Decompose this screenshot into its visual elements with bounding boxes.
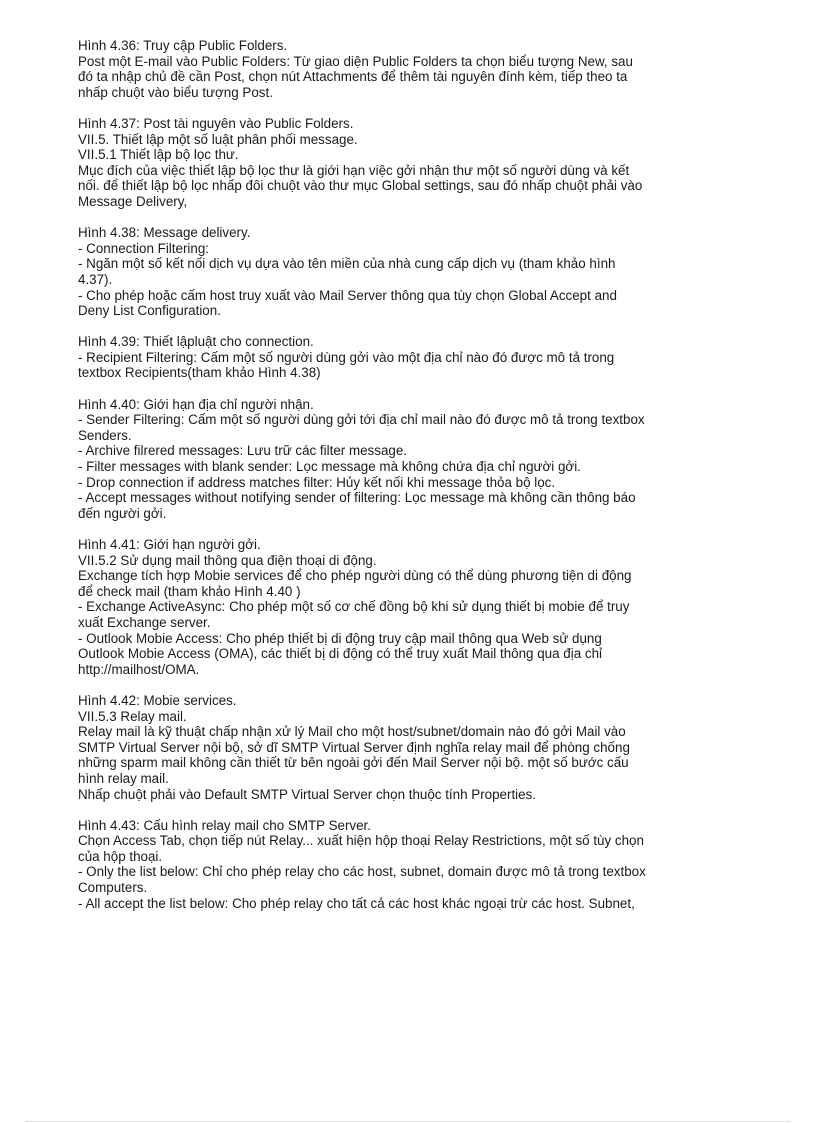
text-line: Senders. [78, 427, 132, 443]
text-line: SMTP Virtual Server nội bộ, sở dĩ SMTP Virtual Server định nghĩa relay mail để phòng chống [78, 739, 630, 755]
text-line: Deny List Configuration. [78, 303, 221, 319]
document-paragraph [78, 38, 784, 100]
text-line: Exchange tích hợp Mobie services để cho phép người dùng có thể dùng phương tiện di động [78, 568, 632, 584]
document-paragraph [78, 397, 784, 522]
document-paragraph [78, 818, 784, 912]
text-line: Nhấp chuột phải vào Default SMTP Virtual Server chọn thuộc tính Properties. [78, 786, 537, 802]
text-line: - Filter messages with blank sender: Lọc message mà không chứa địa chỉ người gởi. [78, 459, 581, 475]
text-line: - Archive filrered messages: Lưu trữ các filter message. [78, 443, 408, 459]
text-line: hình relay mail. [78, 770, 169, 786]
text-line: xuất Exchange server. [78, 614, 211, 630]
document-paragraph [78, 116, 784, 210]
text-line: đến người gởi. [78, 505, 167, 521]
text-line: Hình 4.43: Cấu hình relay mail cho SMTP Server. [78, 817, 371, 833]
text-line: - Cho phép hoặc cấm host truy xuất vào Mail Server thông qua tùy chọn Global Accept and [78, 287, 617, 303]
text-line: Hình 4.38: Message delivery. [78, 225, 251, 241]
text-line: textbox Recipients(tham khảo Hình 4.38) [78, 365, 321, 381]
text-line: - Recipient Filtering: Cấm một số người dùng gởi vào một địa chỉ nào đó được mô tả trong [78, 349, 615, 365]
text-line: VII.5.2 Sử dụng mail thông qua điện thoại di động. [78, 552, 377, 568]
text-line: - Sender Filtering: Cấm một số người dùng gởi tới địa chỉ mail nào đó được mô tả trong textbox [78, 412, 645, 428]
text-line: nhấp chuột vào biểu tượng Post. [78, 84, 273, 100]
text-line: Chọn Access Tab, chọn tiếp nút Relay... xuất hiện hộp thoại Relay Restrictions, một số tùy chọn [78, 833, 644, 849]
text-line: những sparm mail không cần thiết từ bên ngoài gởi đến Mail Server nội bộ. một số bước cấu [78, 755, 629, 771]
text-line: đó ta nhập chủ đề cần Post, chọn nút Attachments để thêm tài nguyên đính kèm, tiếp theo ta [78, 69, 628, 85]
text-line: Computers. [78, 880, 148, 896]
page-bottom-divider [26, 1121, 790, 1122]
text-line: Hình 4.40: Giới hạn địa chỉ người nhận. [78, 396, 314, 412]
text-line: để check mail (tham khảo Hình 4.40 ) [78, 583, 301, 599]
text-line: - Accept messages without notifying sender of filtering: Lọc message mà không cần thông báo [78, 490, 636, 506]
text-line: - Only the list below: Chỉ cho phép relay cho các host, subnet, domain được mô tả trong textbox [78, 864, 646, 880]
document-page [78, 38, 784, 927]
text-line: của hộp thoại. [78, 848, 163, 864]
document-paragraph [78, 537, 784, 677]
text-line: Message Delivery, [78, 193, 188, 209]
text-line: Post một E-mail vào Public Folders: Từ giao diện Public Folders ta chọn biểu tượng New, sau [78, 53, 633, 69]
text-line: Hình 4.37: Post tài nguyên vào Public Folders. [78, 115, 354, 131]
text-line: Relay mail là kỹ thuật chấp nhận xử lý Mail cho một host/subnet/domain nào đó gởi Mail vào [78, 724, 626, 740]
text-line: 4.37). [78, 271, 113, 287]
text-line: - Outlook Mobie Access: Cho phép thiết bị di động truy cập mail thông qua Web sử dụng [78, 630, 602, 646]
text-line: - Drop connection if address matches filter: Hủy kết nối khi message thỏa bộ lọc. [78, 474, 556, 490]
text-line: Mục đích của việc thiết lập bộ lọc thư là giới hạn việc gởi nhận thư một số người dùng và kết [78, 162, 630, 178]
text-line: - Exchange ActiveAsync: Cho phép một số cơ chế đồng bộ khi sử dụng thiết bị mobie để truy [78, 599, 630, 615]
document-paragraph [78, 334, 784, 381]
text-line: - All accept the list below: Cho phép relay cho tất cả các host khác ngoại trừ các host. Subnet, [78, 895, 635, 911]
text-line: Hình 4.41: Giới hạn người gởi. [78, 537, 261, 552]
document-paragraph [78, 693, 784, 802]
text-line: VII.5.1 Thiết lập bộ lọc thư. [78, 147, 239, 163]
text-line: Hình 4.36: Truy cập Public Folders. [78, 38, 288, 53]
text-line: - Ngăn một số kết nối dịch vụ dựa vào tên miền của nhà cung cấp dịch vụ (tham khảo hình [78, 256, 616, 272]
text-line: http://mailhost/OMA. [78, 661, 200, 677]
document-paragraph [78, 225, 784, 319]
text-line: nối. để thiết lập bộ lọc nhấp đôi chuột vào thư mục Global settings, sau đó nhấp chuột phải vào [78, 178, 643, 194]
text-line: Hình 4.39: Thiết lậpluật cho connection. [78, 334, 314, 350]
text-line: Hình 4.42: Mobie services. [78, 692, 237, 708]
text-line: VII.5.3 Relay mail. [78, 708, 187, 724]
text-line: Outlook Mobie Access (OMA), các thiết bị di động có thể truy xuất Mail thông qua địa chỉ [78, 646, 602, 662]
text-line: VII.5. Thiết lập một số luật phân phối message. [78, 131, 358, 147]
text-line: - Connection Filtering: [78, 240, 209, 256]
